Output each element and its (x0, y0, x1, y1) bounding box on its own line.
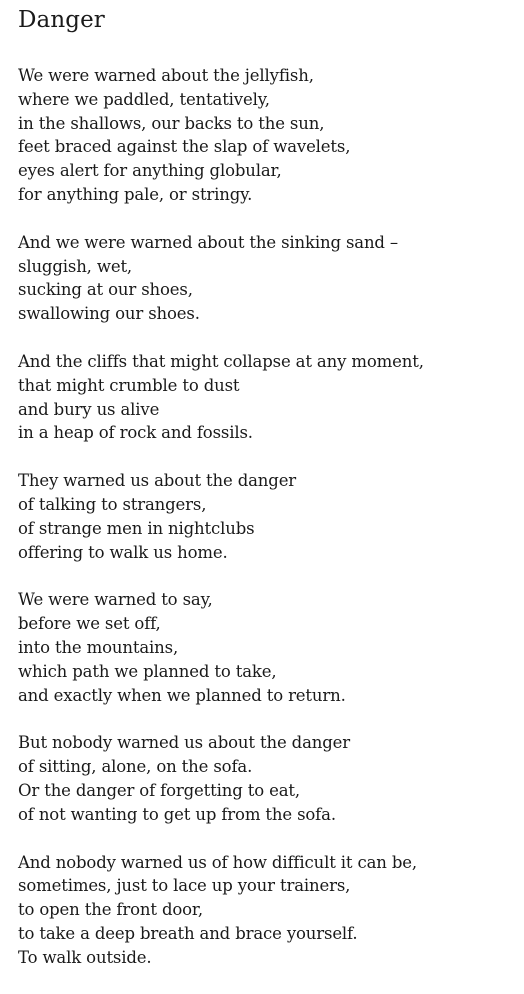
poem-line: sucking at our shoes, (18, 280, 193, 300)
poem-line: to take a deep breath and brace yourself. (18, 923, 358, 943)
poem-line: swallowing our shoes. (18, 304, 200, 324)
stanza-4 (18, 469, 518, 564)
poem-line: in a heap of rock and fossils. (18, 423, 253, 443)
poem-line: But nobody warned us about the danger (18, 733, 350, 753)
poem-line: They warned us about the danger (18, 471, 297, 491)
poem-line: feet braced against the slap of wavelets, (18, 137, 351, 157)
poem-line: of strange men in nightclubs (18, 518, 255, 538)
poem-title: Danger (18, 7, 105, 33)
poem-line: To walk outside. (18, 947, 152, 967)
poem-line: of sitting, alone, on the sofa. (18, 757, 253, 777)
stanza-7 (18, 851, 518, 970)
stanza-3 (18, 350, 518, 445)
poem-line: And we were warned about the sinking sand – (18, 232, 399, 252)
poem-line: of not wanting to get up from the sofa. (18, 804, 336, 824)
stanza-6 (18, 731, 518, 826)
poem-line: where we paddled, tentatively, (18, 89, 270, 109)
poem-line: And nobody warned us of how difficult it can be, (18, 852, 417, 872)
poem-line: to open the front door, (18, 900, 203, 920)
stanza-5 (18, 588, 518, 707)
poem-line: Or the danger of forgetting to eat, (18, 780, 300, 800)
poem-line: for anything pale, or stringy. (18, 184, 253, 204)
poem-line: that might crumble to dust (18, 375, 240, 395)
poem-line: We were warned to say, (18, 590, 213, 610)
stanza-1 (18, 64, 518, 207)
poem-page (18, 6, 518, 994)
poem-line: sometimes, just to lace up your trainers, (18, 876, 351, 896)
poem-line: in the shallows, our backs to the sun, (18, 113, 325, 133)
poem-line: We were warned about the jellyfish, (18, 66, 314, 85)
poem-line: offering to walk us home. (18, 542, 228, 562)
stanza-2 (18, 231, 518, 326)
poem-line: sluggish, wet, (18, 256, 133, 276)
poem-line: eyes alert for anything globular, (18, 161, 282, 181)
poem-body (18, 64, 518, 970)
poem-line: And the cliffs that might collapse at any moment, (18, 351, 424, 371)
poem-line: and bury us alive (18, 399, 160, 419)
poem-line: and exactly when we planned to return. (18, 685, 346, 705)
poem-line: into the mountains, (18, 637, 179, 657)
poem-line: of talking to strangers, (18, 494, 207, 514)
poem-line: which path we planned to take, (18, 661, 277, 681)
poem-line: before we set off, (18, 614, 161, 634)
